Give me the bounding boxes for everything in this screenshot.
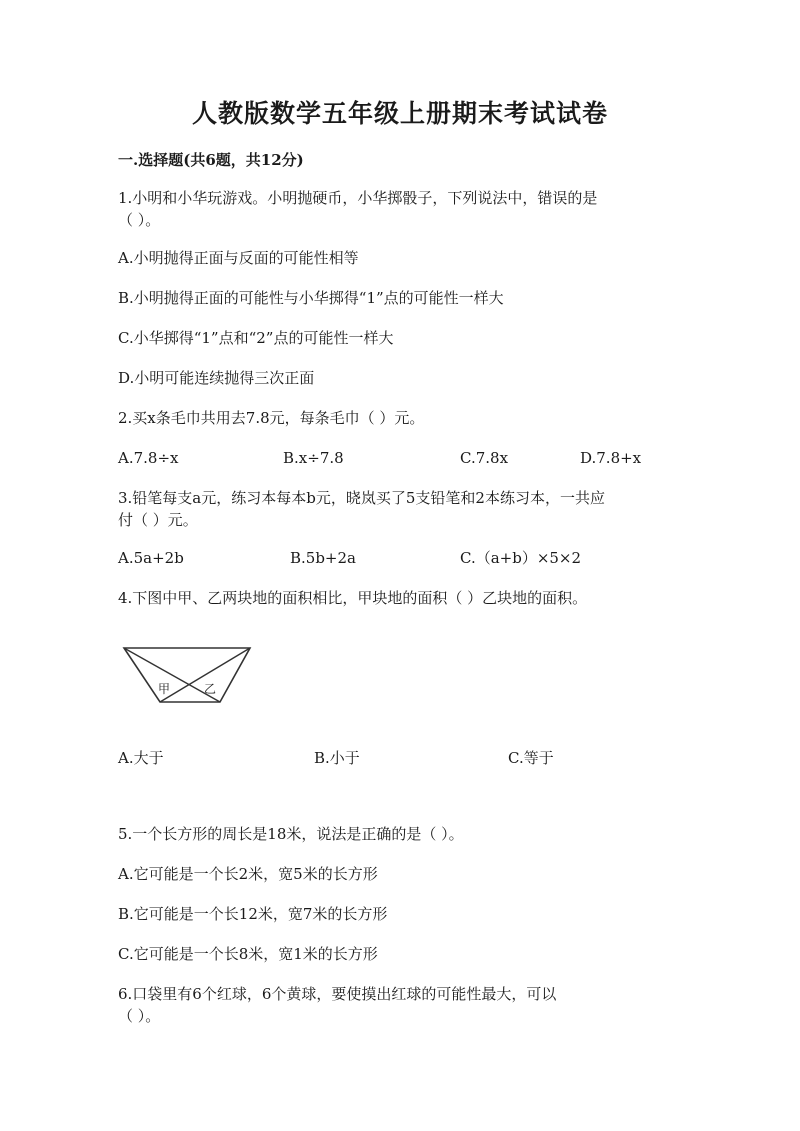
question-2-text: 2.买x条毛巾共用去7.8元，每条毛巾（ ）元。 [118, 409, 425, 427]
trapezoid-outline [124, 648, 250, 702]
question-5-option-a: A.它可能是一个长2米，宽5米的长方形 [118, 865, 378, 883]
question-6-text-cont: （ ）。 [118, 1007, 161, 1025]
question-1-text: 1.小明和小华玩游戏。小明抛硬币，小华掷骰子，下列说法中，错误的是 [118, 189, 598, 207]
question-5-option-b: B.它可能是一个长12米，宽7米的长方形 [118, 905, 388, 923]
figure-label-yi: 乙 [204, 682, 217, 696]
question-3-option-b: B.5b+2a [290, 549, 356, 567]
question-6-text: 6.口袋里有6个红球，6个黄球，要使摸出红球的可能性最大，可以 [118, 985, 557, 1003]
figure-label-jia: 甲 [158, 682, 171, 696]
question-3-option-a: A.5a+2b [118, 549, 184, 567]
question-5-text: 5.一个长方形的周长是18米，说法是正确的是（ ）。 [118, 825, 464, 843]
page-title: 人教版数学五年级上册期末考试试卷 [191, 99, 608, 128]
question-2-option-d: D.7.8+x [580, 449, 642, 467]
question-1-option-d: D.小明可能连续抛得三次正面 [118, 369, 315, 387]
question-4-option-a: A.大于 [118, 749, 164, 767]
question-5-option-c: C.它可能是一个长8米，宽1米的长方形 [118, 945, 378, 963]
question-3-option-c: C.（a+b）×5×2 [460, 549, 582, 567]
question-2-option-c: C.7.8x [460, 449, 509, 467]
question-2-option-b: B.x÷7.8 [283, 449, 344, 467]
question-1-option-c: C.小华掷得“1”点和“2”点的可能性一样大 [118, 329, 394, 347]
section-header: 一.选择题(共6题，共12分) [118, 151, 304, 169]
question-1-text-cont: （ ）。 [118, 211, 161, 229]
question-3-text-cont: 付（ ）元。 [118, 511, 198, 529]
question-4-text: 4.下图中甲、乙两块地的面积相比，甲块地的面积（ ）乙块地的面积。 [118, 589, 588, 607]
question-2-option-a: A.7.8÷x [118, 449, 179, 467]
question-3-text: 3.铅笔每支a元，练习本每本b元，晓岚买了5支铅笔和2本练习本，一共应 [118, 489, 605, 507]
question-4-option-b: B.小于 [314, 749, 360, 767]
question-4-option-c: C.等于 [508, 749, 554, 767]
question-1-option-b: B.小明抛得正面的可能性与小华掷得“1”点的可能性一样大 [118, 289, 504, 307]
question-1-option-a: A.小明抛得正面与反面的可能性相等 [118, 249, 359, 267]
trapezoid-figure [122, 640, 256, 706]
